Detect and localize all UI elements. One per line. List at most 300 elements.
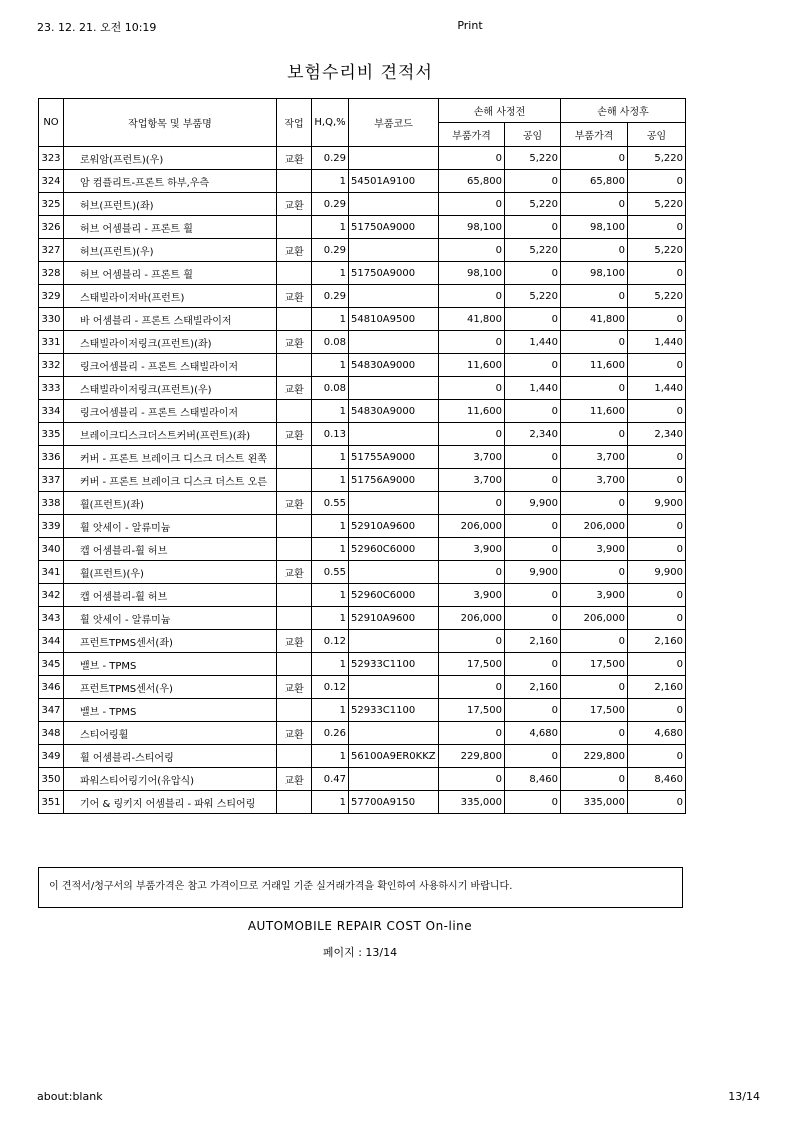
cell-l2: 0 xyxy=(628,515,686,538)
table-row xyxy=(39,423,686,446)
cell-p2: 0 xyxy=(561,768,628,791)
cell-work xyxy=(277,400,312,423)
cell-l1: 2,160 xyxy=(505,676,561,699)
cell-p2: 0 xyxy=(561,331,628,354)
cell-p2: 3,700 xyxy=(561,446,628,469)
cell-p2: 17,500 xyxy=(561,653,628,676)
table-row xyxy=(39,170,686,193)
cell-p2: 206,000 xyxy=(561,607,628,630)
cell-work: 교환 xyxy=(277,377,312,400)
cell-no: 334 xyxy=(39,400,64,423)
table-row xyxy=(39,515,686,538)
cell-work: 교환 xyxy=(277,630,312,653)
cell-item: 허브 어셈블리 - 프론트 휠 xyxy=(64,262,277,285)
cell-item: 밸브 - TPMS xyxy=(64,699,277,722)
cell-code xyxy=(349,331,439,354)
cell-p1: 0 xyxy=(439,331,505,354)
cell-p2: 3,900 xyxy=(561,584,628,607)
table-row xyxy=(39,147,686,170)
cell-no: 351 xyxy=(39,791,64,814)
cell-no: 344 xyxy=(39,630,64,653)
cell-p1: 206,000 xyxy=(439,515,505,538)
cell-l1: 5,220 xyxy=(505,147,561,170)
cell-p1: 0 xyxy=(439,630,505,653)
cell-l1: 0 xyxy=(505,354,561,377)
col-hq: H,Q,% xyxy=(312,99,349,147)
col-after-price: 부품가격 xyxy=(561,123,628,147)
cell-p1: 0 xyxy=(439,722,505,745)
cell-l1: 8,460 xyxy=(505,768,561,791)
cell-no: 336 xyxy=(39,446,64,469)
cell-no: 340 xyxy=(39,538,64,561)
cell-l1: 0 xyxy=(505,607,561,630)
cell-l1: 0 xyxy=(505,400,561,423)
cell-p2: 229,800 xyxy=(561,745,628,768)
cell-work xyxy=(277,607,312,630)
price-notice: 이 견적서/청구서의 부품가격은 참고 가격이므로 거래일 기준 실거래가격을 확인하여 사용하시기 바랍니다. xyxy=(38,867,683,908)
table-row xyxy=(39,446,686,469)
cell-code xyxy=(349,722,439,745)
cell-hq: 0.29 xyxy=(312,285,349,308)
cell-item: 휠 앗세이 - 알류미늄 xyxy=(64,515,277,538)
cell-no: 343 xyxy=(39,607,64,630)
cell-work: 교환 xyxy=(277,722,312,745)
cell-p2: 17,500 xyxy=(561,699,628,722)
col-after: 손해 사정후 xyxy=(561,99,686,123)
cell-no: 349 xyxy=(39,745,64,768)
cell-code xyxy=(349,630,439,653)
col-code: 부품코드 xyxy=(349,99,439,147)
cell-l1: 0 xyxy=(505,745,561,768)
cell-l2: 0 xyxy=(628,653,686,676)
cell-hq: 0.12 xyxy=(312,676,349,699)
cell-l2: 0 xyxy=(628,308,686,331)
cell-no: 341 xyxy=(39,561,64,584)
cell-item: 캡 어셈블리-휠 허브 xyxy=(64,584,277,607)
col-item: 작업항목 및 부품명 xyxy=(64,99,277,147)
cell-l1: 0 xyxy=(505,216,561,239)
cell-p1: 0 xyxy=(439,561,505,584)
cell-l2: 0 xyxy=(628,699,686,722)
table-row xyxy=(39,377,686,400)
table-row xyxy=(39,745,686,768)
table-row xyxy=(39,193,686,216)
cell-no: 350 xyxy=(39,768,64,791)
table-row xyxy=(39,653,686,676)
cell-no: 328 xyxy=(39,262,64,285)
cell-code xyxy=(349,147,439,170)
cell-l2: 0 xyxy=(628,745,686,768)
cell-p1: 0 xyxy=(439,147,505,170)
cell-no: 329 xyxy=(39,285,64,308)
cell-p2: 0 xyxy=(561,377,628,400)
cell-code: 52960C6000 xyxy=(349,538,439,561)
cell-code xyxy=(349,285,439,308)
cell-work xyxy=(277,469,312,492)
table-row xyxy=(39,722,686,745)
table-row xyxy=(39,561,686,584)
cell-p1: 17,500 xyxy=(439,699,505,722)
cell-p2: 0 xyxy=(561,239,628,262)
cell-code xyxy=(349,239,439,262)
cell-code xyxy=(349,492,439,515)
cell-code: 52910A9600 xyxy=(349,515,439,538)
cell-p2: 0 xyxy=(561,676,628,699)
cell-no: 327 xyxy=(39,239,64,262)
cell-code: 52933C1100 xyxy=(349,653,439,676)
cell-no: 330 xyxy=(39,308,64,331)
cell-l2: 0 xyxy=(628,791,686,814)
page-label: 페이지 : 13/14 xyxy=(322,946,398,959)
cell-item: 로워암(프런트)(우) xyxy=(64,147,277,170)
cell-l1: 0 xyxy=(505,653,561,676)
cell-p2: 0 xyxy=(561,492,628,515)
cell-p1: 65,800 xyxy=(439,170,505,193)
cell-l2: 2,160 xyxy=(628,676,686,699)
cell-p1: 0 xyxy=(439,423,505,446)
cell-item: 허브 어셈블리 - 프론트 휠 xyxy=(64,216,277,239)
cell-item: 스티어링휠 xyxy=(64,722,277,745)
cell-hq: 1 xyxy=(312,446,349,469)
cell-item: 스태빌라이저링크(프런트)(우) xyxy=(64,377,277,400)
table-row xyxy=(39,239,686,262)
cell-l2: 5,220 xyxy=(628,193,686,216)
cell-p2: 0 xyxy=(561,722,628,745)
cell-code: 56100A9ER0KKZ xyxy=(349,745,439,768)
cell-item: 허브(프런트)(좌) xyxy=(64,193,277,216)
cell-work: 교환 xyxy=(277,768,312,791)
cell-no: 338 xyxy=(39,492,64,515)
cell-no: 335 xyxy=(39,423,64,446)
cell-hq: 0.55 xyxy=(312,561,349,584)
cell-no: 332 xyxy=(39,354,64,377)
cell-hq: 1 xyxy=(312,515,349,538)
cell-item: 휠(프런트)(우) xyxy=(64,561,277,584)
cell-work xyxy=(277,170,312,193)
cell-l2: 9,900 xyxy=(628,492,686,515)
cell-l2: 0 xyxy=(628,446,686,469)
table-row xyxy=(39,699,686,722)
estimate-table xyxy=(38,98,686,814)
cell-code: 54830A9000 xyxy=(349,354,439,377)
cell-no: 346 xyxy=(39,676,64,699)
cell-item: 휠(프런트)(좌) xyxy=(64,492,277,515)
cell-code: 52933C1100 xyxy=(349,699,439,722)
cell-work: 교환 xyxy=(277,239,312,262)
cell-l1: 5,220 xyxy=(505,239,561,262)
cell-hq: 0.47 xyxy=(312,768,349,791)
cell-work: 교환 xyxy=(277,147,312,170)
cell-code: 51756A9000 xyxy=(349,469,439,492)
cell-no: 325 xyxy=(39,193,64,216)
cell-p1: 3,900 xyxy=(439,584,505,607)
cell-hq: 1 xyxy=(312,400,349,423)
cell-work: 교환 xyxy=(277,561,312,584)
cell-p1: 335,000 xyxy=(439,791,505,814)
cell-work xyxy=(277,699,312,722)
cell-work: 교환 xyxy=(277,423,312,446)
table-row xyxy=(39,538,686,561)
cell-p1: 41,800 xyxy=(439,308,505,331)
footer-title: AUTOMOBILE REPAIR COST On-line xyxy=(247,919,473,933)
cell-work xyxy=(277,538,312,561)
cell-p1: 98,100 xyxy=(439,216,505,239)
col-before: 손해 사정전 xyxy=(439,99,561,123)
cell-hq: 0.29 xyxy=(312,147,349,170)
cell-work: 교환 xyxy=(277,492,312,515)
cell-item: 커버 - 프론트 브레이크 디스크 더스트 오른 xyxy=(64,469,277,492)
cell-item: 링크어셈블리 - 프론트 스태빌라이저 xyxy=(64,400,277,423)
col-work: 작업 xyxy=(277,99,312,147)
cell-hq: 0.29 xyxy=(312,193,349,216)
cell-no: 337 xyxy=(39,469,64,492)
cell-p1: 0 xyxy=(439,768,505,791)
cell-p2: 0 xyxy=(561,147,628,170)
cell-hq: 0.08 xyxy=(312,377,349,400)
cell-item: 링크어셈블리 - 프론트 스태빌라이저 xyxy=(64,354,277,377)
cell-l2: 0 xyxy=(628,262,686,285)
cell-l1: 4,680 xyxy=(505,722,561,745)
cell-l1: 2,160 xyxy=(505,630,561,653)
table-row xyxy=(39,469,686,492)
cell-l2: 9,900 xyxy=(628,561,686,584)
cell-l2: 0 xyxy=(628,216,686,239)
cell-l2: 5,220 xyxy=(628,239,686,262)
table-row xyxy=(39,262,686,285)
cell-no: 348 xyxy=(39,722,64,745)
cell-no: 347 xyxy=(39,699,64,722)
cell-l2: 2,340 xyxy=(628,423,686,446)
cell-no: 324 xyxy=(39,170,64,193)
cell-item: 프런트TPMS센서(좌) xyxy=(64,630,277,653)
document-title: 보험수리비 견적서 xyxy=(287,63,433,83)
cell-p2: 98,100 xyxy=(561,262,628,285)
cell-l2: 0 xyxy=(628,469,686,492)
cell-item: 허브(프런트)(우) xyxy=(64,239,277,262)
cell-code: 57700A9150 xyxy=(349,791,439,814)
cell-work xyxy=(277,216,312,239)
cell-l1: 0 xyxy=(505,538,561,561)
cell-hq: 1 xyxy=(312,584,349,607)
cell-code: 51755A9000 xyxy=(349,446,439,469)
cell-p2: 65,800 xyxy=(561,170,628,193)
cell-item: 브레이크디스크더스트커버(프런트)(좌) xyxy=(64,423,277,446)
cell-item: 스태빌라이저링크(프런트)(좌) xyxy=(64,331,277,354)
cell-l2: 5,220 xyxy=(628,147,686,170)
cell-item: 밸브 - TPMS xyxy=(64,653,277,676)
cell-hq: 1 xyxy=(312,607,349,630)
cell-hq: 1 xyxy=(312,745,349,768)
cell-hq: 1 xyxy=(312,791,349,814)
cell-l1: 9,900 xyxy=(505,492,561,515)
print-url: about:blank xyxy=(37,1090,103,1103)
cell-hq: 0.55 xyxy=(312,492,349,515)
table-row xyxy=(39,584,686,607)
cell-no: 342 xyxy=(39,584,64,607)
cell-l2: 8,460 xyxy=(628,768,686,791)
table-row xyxy=(39,331,686,354)
cell-code: 51750A9000 xyxy=(349,262,439,285)
cell-code xyxy=(349,377,439,400)
cell-code: 54830A9000 xyxy=(349,400,439,423)
table-row xyxy=(39,676,686,699)
cell-work xyxy=(277,584,312,607)
cell-hq: 1 xyxy=(312,538,349,561)
cell-p1: 0 xyxy=(439,285,505,308)
cell-item: 파워스티어링기어(유압식) xyxy=(64,768,277,791)
cell-no: 331 xyxy=(39,331,64,354)
cell-work: 교환 xyxy=(277,331,312,354)
cell-hq: 0.29 xyxy=(312,239,349,262)
cell-hq: 1 xyxy=(312,216,349,239)
cell-l2: 0 xyxy=(628,584,686,607)
cell-hq: 0.13 xyxy=(312,423,349,446)
cell-work xyxy=(277,791,312,814)
col-no: NO xyxy=(39,99,64,147)
table-row xyxy=(39,492,686,515)
cell-item: 암 컴플리트-프론트 하부,우측 xyxy=(64,170,277,193)
cell-no: 339 xyxy=(39,515,64,538)
cell-l1: 1,440 xyxy=(505,377,561,400)
cell-no: 323 xyxy=(39,147,64,170)
cell-p2: 3,900 xyxy=(561,538,628,561)
cell-code: 51750A9000 xyxy=(349,216,439,239)
cell-item: 기어 & 링키지 어셈블리 - 파워 스티어링 xyxy=(64,791,277,814)
col-before-labor: 공임 xyxy=(505,123,561,147)
cell-p1: 206,000 xyxy=(439,607,505,630)
cell-l1: 9,900 xyxy=(505,561,561,584)
cell-work xyxy=(277,354,312,377)
cell-p1: 0 xyxy=(439,492,505,515)
cell-l2: 0 xyxy=(628,354,686,377)
table-row xyxy=(39,354,686,377)
cell-hq: 1 xyxy=(312,354,349,377)
cell-l1: 0 xyxy=(505,584,561,607)
cell-l2: 1,440 xyxy=(628,331,686,354)
table-row xyxy=(39,308,686,331)
cell-p2: 11,600 xyxy=(561,354,628,377)
cell-code xyxy=(349,768,439,791)
cell-no: 333 xyxy=(39,377,64,400)
cell-hq: 0.08 xyxy=(312,331,349,354)
cell-hq: 1 xyxy=(312,653,349,676)
cell-l1: 5,220 xyxy=(505,285,561,308)
cell-item: 스태빌라이저바(프런트) xyxy=(64,285,277,308)
table-row xyxy=(39,400,686,423)
cell-p1: 0 xyxy=(439,239,505,262)
cell-p2: 206,000 xyxy=(561,515,628,538)
cell-code: 54810A9500 xyxy=(349,308,439,331)
cell-hq: 0.12 xyxy=(312,630,349,653)
cell-item: 바 어셈블리 - 프론트 스태빌라이저 xyxy=(64,308,277,331)
cell-code xyxy=(349,561,439,584)
cell-l2: 0 xyxy=(628,607,686,630)
cell-work: 교환 xyxy=(277,193,312,216)
table-row xyxy=(39,630,686,653)
cell-hq: 1 xyxy=(312,170,349,193)
cell-work xyxy=(277,446,312,469)
cell-work xyxy=(277,745,312,768)
cell-hq: 1 xyxy=(312,262,349,285)
cell-l1: 0 xyxy=(505,446,561,469)
cell-work: 교환 xyxy=(277,676,312,699)
cell-p2: 3,700 xyxy=(561,469,628,492)
cell-p1: 0 xyxy=(439,676,505,699)
cell-p2: 98,100 xyxy=(561,216,628,239)
table-row xyxy=(39,768,686,791)
cell-hq: 1 xyxy=(312,699,349,722)
cell-hq: 0.26 xyxy=(312,722,349,745)
cell-l1: 0 xyxy=(505,791,561,814)
cell-p1: 3,700 xyxy=(439,469,505,492)
col-before-price: 부품가격 xyxy=(439,123,505,147)
cell-p1: 11,600 xyxy=(439,400,505,423)
cell-item: 캡 어셈블리-휠 허브 xyxy=(64,538,277,561)
cell-l2: 2,160 xyxy=(628,630,686,653)
cell-work xyxy=(277,515,312,538)
cell-l2: 5,220 xyxy=(628,285,686,308)
cell-p2: 41,800 xyxy=(561,308,628,331)
cell-code: 52960C6000 xyxy=(349,584,439,607)
cell-hq: 1 xyxy=(312,469,349,492)
cell-p1: 0 xyxy=(439,377,505,400)
cell-work xyxy=(277,308,312,331)
print-title: Print xyxy=(457,19,483,32)
cell-p2: 0 xyxy=(561,193,628,216)
cell-p1: 11,600 xyxy=(439,354,505,377)
cell-item: 프런트TPMS센서(우) xyxy=(64,676,277,699)
cell-l1: 0 xyxy=(505,170,561,193)
cell-no: 326 xyxy=(39,216,64,239)
cell-l2: 4,680 xyxy=(628,722,686,745)
cell-work xyxy=(277,653,312,676)
cell-code: 54501A9100 xyxy=(349,170,439,193)
cell-l1: 1,440 xyxy=(505,331,561,354)
cell-p2: 0 xyxy=(561,630,628,653)
cell-item: 커버 - 프론트 브레이크 디스크 더스트 왼쪽 xyxy=(64,446,277,469)
cell-l2: 0 xyxy=(628,538,686,561)
cell-code: 52910A9600 xyxy=(349,607,439,630)
cell-l1: 0 xyxy=(505,469,561,492)
cell-p2: 335,000 xyxy=(561,791,628,814)
table-row xyxy=(39,216,686,239)
cell-l2: 1,440 xyxy=(628,377,686,400)
cell-p1: 98,100 xyxy=(439,262,505,285)
cell-work: 교환 xyxy=(277,285,312,308)
cell-code xyxy=(349,193,439,216)
cell-l1: 0 xyxy=(505,262,561,285)
col-after-labor: 공임 xyxy=(628,123,686,147)
cell-l2: 0 xyxy=(628,170,686,193)
cell-p1: 17,500 xyxy=(439,653,505,676)
cell-l1: 0 xyxy=(505,699,561,722)
cell-item: 휠 어셈블리-스티어링 xyxy=(64,745,277,768)
cell-p2: 0 xyxy=(561,423,628,446)
cell-p2: 0 xyxy=(561,561,628,584)
cell-work xyxy=(277,262,312,285)
print-datetime: 23. 12. 21. 오전 10:19 xyxy=(37,21,157,34)
print-page: 13/14 xyxy=(728,1090,760,1103)
cell-item: 휠 앗세이 - 알류미늄 xyxy=(64,607,277,630)
cell-code xyxy=(349,676,439,699)
cell-p2: 11,600 xyxy=(561,400,628,423)
cell-p1: 3,900 xyxy=(439,538,505,561)
table-row xyxy=(39,285,686,308)
cell-p1: 3,700 xyxy=(439,446,505,469)
table-row xyxy=(39,607,686,630)
cell-p1: 229,800 xyxy=(439,745,505,768)
cell-l1: 0 xyxy=(505,515,561,538)
